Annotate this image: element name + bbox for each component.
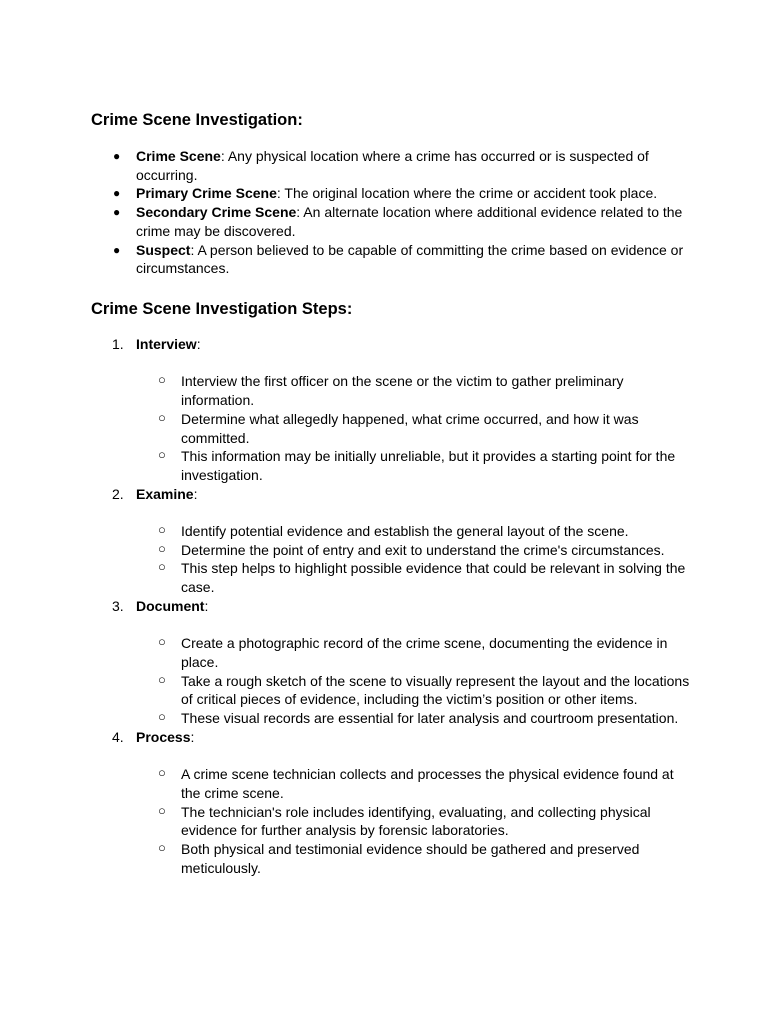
step-number: 3. — [112, 597, 124, 614]
step-subitem-text: Determine the point of entry and exit to understand the crime's circumstances. — [181, 541, 665, 558]
hollow-bullet-icon: ○ — [158, 559, 166, 575]
definition-term: Suspect — [136, 241, 191, 258]
definition-text: : A person believed to be capable of committing the crime based on evidence or circumstances. — [136, 241, 684, 277]
definition-term: Primary Crime Scene — [136, 185, 277, 202]
step-number: 2. — [112, 485, 124, 502]
step-subitem-text: Create a photographic record of the crime scene, documenting the evidence in place. — [181, 635, 668, 670]
step-subitem-text: Interview the first officer on the scene or the victim to gather preliminary information. — [181, 373, 624, 409]
step-name: Process — [136, 728, 191, 745]
bullet-icon: ● — [113, 242, 121, 257]
step-name: Interview — [136, 336, 197, 352]
step-subitem — [136, 410, 691, 447]
step-subitem — [136, 840, 691, 877]
step-subitems — [136, 354, 691, 485]
step-item — [91, 597, 691, 728]
step-subitem — [136, 709, 691, 728]
step-name: Examine — [136, 485, 194, 502]
definition-term: Crime Scene — [136, 148, 221, 164]
step-name: Document — [136, 597, 205, 614]
step-subitem — [136, 541, 691, 560]
hollow-bullet-icon: ○ — [158, 802, 166, 818]
definition-item — [91, 241, 691, 278]
step-colon: : — [196, 336, 201, 352]
step-colon: : — [193, 485, 198, 502]
step-item — [91, 485, 691, 597]
step-colon: : — [190, 728, 195, 745]
hollow-bullet-icon: ○ — [158, 709, 166, 725]
hollow-bullet-icon: ○ — [158, 447, 166, 463]
step-subitem-text: These visual records are essential for later analysis and courtroom presentation. — [181, 710, 679, 727]
step-subitem-text: A crime scene technician collects and processes the physical evidence found at the crime scene. — [181, 766, 674, 801]
hollow-bullet-icon: ○ — [158, 409, 166, 425]
step-subitem — [136, 559, 691, 596]
step-subitems — [136, 746, 691, 877]
hollow-bullet-icon: ○ — [158, 540, 166, 556]
definition-term: Secondary Crime Scene — [136, 204, 297, 221]
bullet-icon: ● — [113, 205, 121, 220]
step-subitem-text: The technician's role includes identifying, evaluating, and collecting physical evidence for further analysis by forensic laboratories. — [181, 803, 651, 839]
hollow-bullet-icon: ○ — [158, 372, 166, 388]
step-subitem-text: Identify potential evidence and establish the general layout of the scene. — [181, 523, 629, 539]
definition-item — [91, 184, 691, 203]
step-item — [91, 335, 691, 485]
definition-text: : An alternate location where additional evidence related to the crime may be discovered. — [136, 204, 683, 239]
step-subitem — [136, 372, 691, 409]
step-colon: : — [204, 597, 209, 614]
step-subitem-text: Both physical and testimonial evidence should be gathered and preserved meticulously. — [181, 840, 640, 876]
step-subitem-text: This information may be initially unreliable, but it provides a starting point for the investigation. — [181, 448, 676, 483]
definition-item — [91, 203, 691, 240]
step-subitem — [136, 634, 691, 671]
step-item — [91, 728, 691, 878]
step-subitem — [136, 765, 691, 802]
step-subitem-text: Take a rough sketch of the scene to visually represent the layout and the locations of critical pieces of evidence, including the victim’s position or other items. — [181, 672, 690, 708]
definition-item — [91, 147, 691, 184]
hollow-bullet-icon: ○ — [158, 671, 166, 687]
bullet-icon: ● — [113, 186, 121, 201]
section-heading-steps: Crime Scene Investigation Steps: — [91, 300, 353, 318]
step-subitems — [136, 503, 691, 597]
hollow-bullet-icon: ○ — [158, 839, 166, 855]
step-subitems — [136, 616, 691, 728]
step-subitem-text: Determine what allegedly happened, what crime occurred, and how it was committed. — [181, 410, 639, 446]
step-number: 1. — [112, 336, 124, 352]
step-subitem — [136, 803, 691, 840]
step-subitem — [136, 447, 691, 484]
step-subitem — [136, 672, 691, 709]
steps-list — [91, 335, 691, 877]
step-number: 4. — [112, 728, 124, 745]
step-subitem-text: This step helps to highlight possible evidence that could be relevant in solving the case. — [181, 560, 686, 596]
definition-text: : The original location where the crime or accident took place. — [276, 185, 658, 202]
hollow-bullet-icon: ○ — [158, 765, 166, 781]
definition-text: : Any physical location where a crime has occurred or is suspected of occurring. — [136, 148, 649, 183]
step-subitem — [136, 522, 691, 541]
hollow-bullet-icon: ○ — [158, 522, 166, 537]
bullet-icon: ● — [113, 149, 121, 163]
definitions-list — [91, 147, 691, 278]
section-heading-investigation: Crime Scene Investigation: — [91, 111, 303, 129]
hollow-bullet-icon: ○ — [158, 634, 166, 650]
